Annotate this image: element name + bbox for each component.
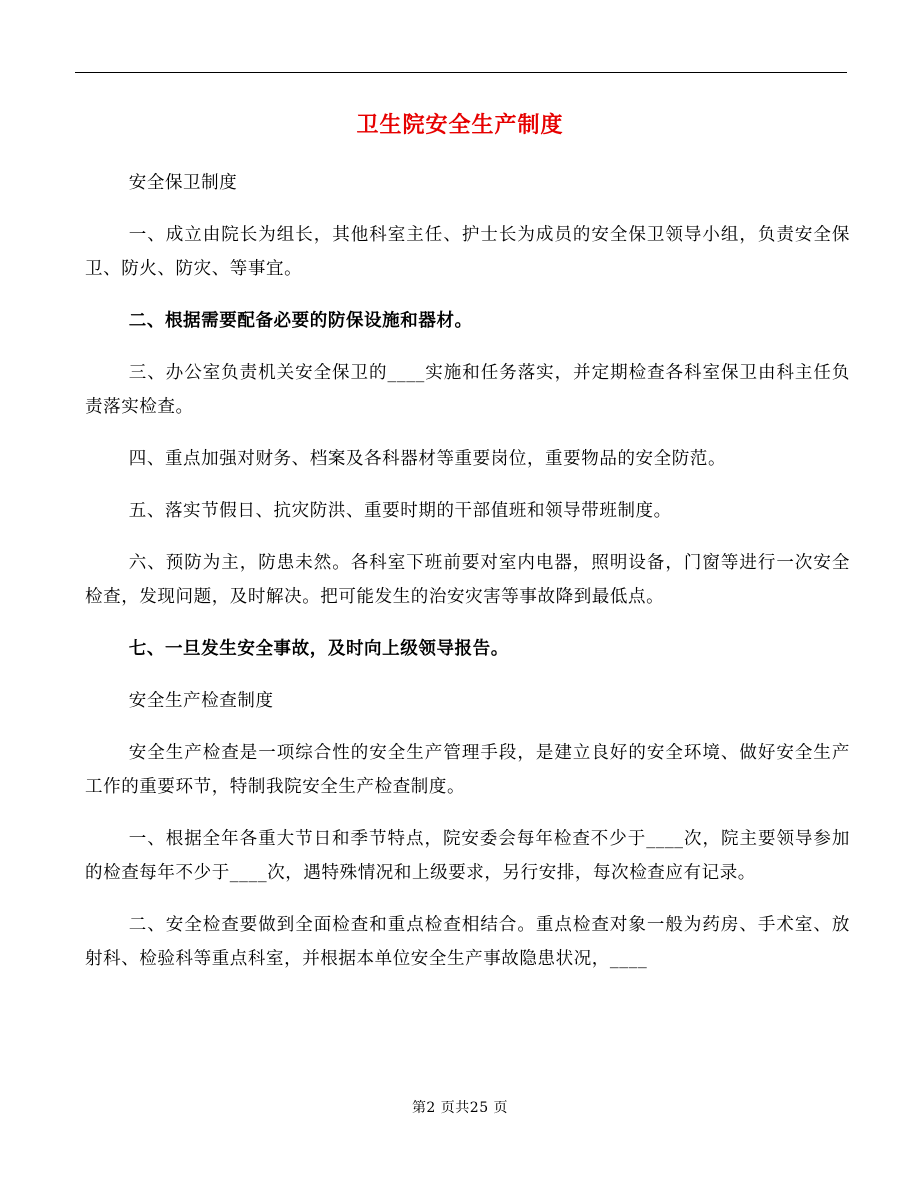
document-title: 卫生院安全生产制度 [356, 112, 564, 138]
paragraph-item-1: 一、成立由院长为组长，其他科室主任、护士长为成员的安全保卫领导小组，负责安全保卫、防火、防灾、等事宜。 [85, 225, 850, 279]
paragraph-inspection-item-2: 二、安全检查要做到全面检查和重点检查相结合。重点检查对象一般为药房、手术室、放射科、检验科等重点科室，并根据本单位安全生产事故隐患状况，____ [85, 915, 850, 969]
paragraph-item-2: 二、根据需要配备必要的防保设施和器材。 [128, 311, 473, 331]
paragraph-item-7: 七、一旦发生安全事故，及时向上级领导报告。 [128, 639, 509, 659]
paragraph-item-6: 六、预防为主，防患未然。各科室下班前要对室内电器，照明设备，门窗等进行一次安全检查，发现问题，及时解决。把可能发生的治安灾害等事故降到最低点。 [85, 553, 850, 607]
paragraph-item-3: 三、办公室负责机关安全保卫的____实施和任务落实，并定期检查各科室保卫由科主任负责落实检查。 [85, 363, 850, 417]
paragraph-item-4: 四、重点加强对财务、档案及各科器材等重要岗位，重要物品的安全防范。 [128, 449, 727, 469]
document-body [85, 166, 850, 994]
paragraph-item-5: 五、落实节假日、抗灾防洪、重要时期的干部值班和领导带班制度。 [128, 501, 672, 521]
header-rule [75, 72, 847, 73]
section-heading-inspection: 安全生产检查制度 [128, 691, 274, 711]
paragraph-inspection-item-1: 一、根据全年各重大节日和季节特点，院安委会每年检查不少于____次，院主要领导参加的检查每年不少于____次，遇特殊情况和上级要求，另行安排，每次检查应有记录。 [85, 829, 850, 883]
section-heading-security: 安全保卫制度 [128, 173, 238, 193]
page-footer: 第2 页共25 页 [411, 1100, 509, 1116]
paragraph-inspection-intro: 安全生产检查是一项综合性的安全生产管理手段，是建立良好的安全环境、做好安全生产工作的重要环节，特制我院安全生产检查制度。 [85, 743, 850, 797]
